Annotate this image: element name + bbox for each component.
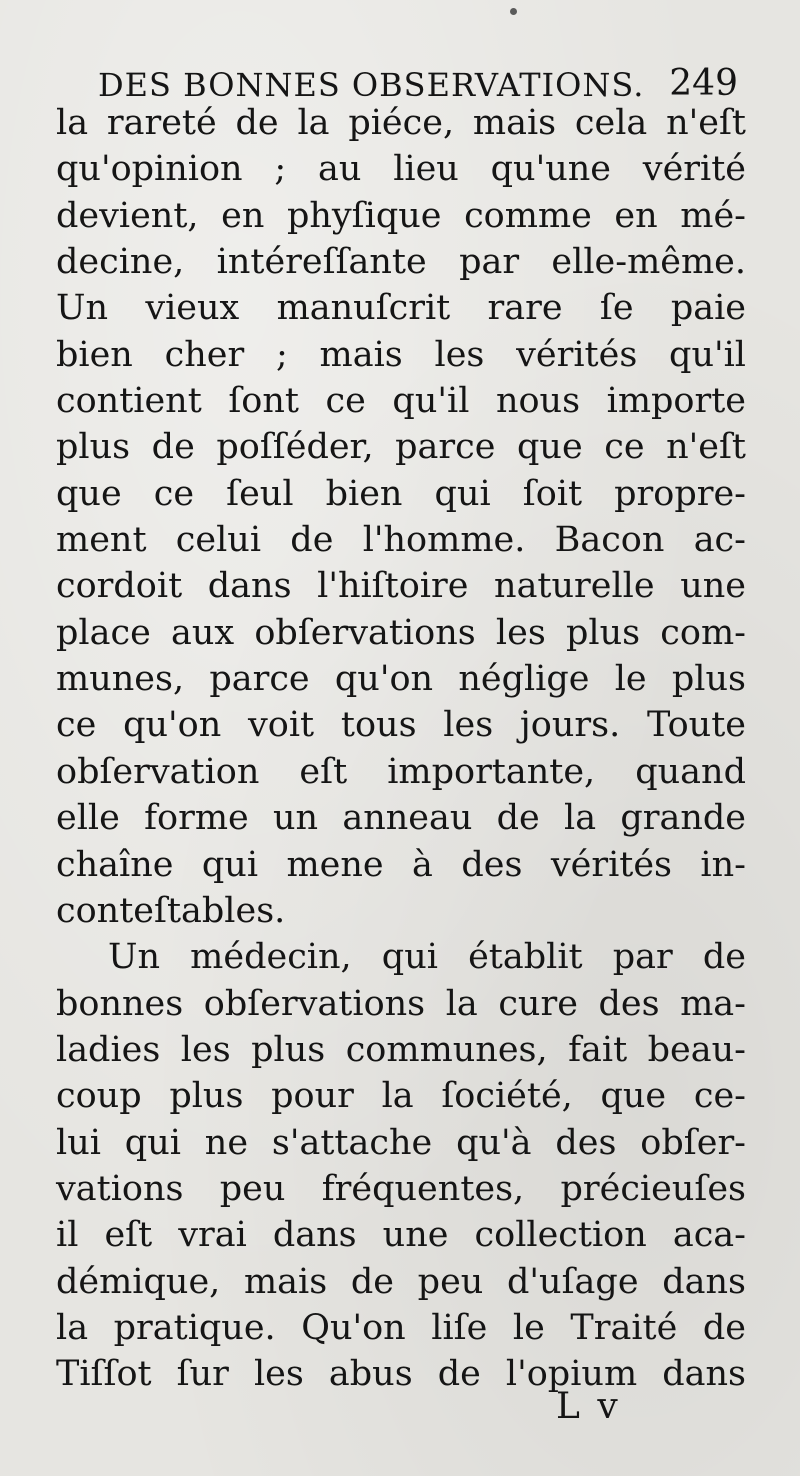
- running-title: DES BONNES OBSERVATIONS.: [98, 66, 645, 104]
- text-line: conteſtables.: [56, 890, 286, 931]
- text-line: il eſt vrai dans une collection aca-: [56, 1215, 746, 1256]
- text-line: Tiſſot ſur les abus de l'opium dans: [56, 1354, 746, 1395]
- text-line: chaîne qui mene à des vérités in-: [56, 844, 746, 885]
- text-line: decine, intéreſſante par elle-même.: [56, 242, 746, 283]
- text-line: ment celui de l'homme. Bacon ac-: [56, 520, 746, 561]
- text-line: Un vieux manuſcrit rare ſe paie: [56, 288, 746, 329]
- text-line: contient ſont ce qu'il nous importe: [56, 381, 746, 422]
- text-line: ce qu'on voit tous les jours. Toute: [56, 705, 746, 746]
- text-line: la pratique. Qu'on liſe le Traité de: [56, 1307, 746, 1348]
- ink-speck: [510, 8, 517, 15]
- text-line: elle forme un anneau de la grande: [56, 798, 746, 839]
- text-line: que ce ſeul bien qui ſoit propre-: [56, 473, 746, 514]
- text-line: lui qui ne s'attache qu'à des obſer-: [56, 1122, 746, 1163]
- text-line: la rareté de la piéce, mais cela n'eſt: [56, 103, 746, 143]
- text-line: Un médecin, qui établit par de: [108, 937, 746, 978]
- page-number: 249: [669, 63, 738, 104]
- text-line: qu'opinion ; au lieu qu'une vérité: [56, 149, 746, 190]
- text-line: démique, mais de peu d'uſage dans: [56, 1261, 746, 1302]
- catchword: L v: [556, 1386, 621, 1427]
- text-line: obſervation eſt importante, quand: [56, 751, 746, 792]
- running-header: [98, 52, 738, 104]
- text-line: devient, en phyſique comme en mé-: [56, 195, 746, 236]
- text-line: vations peu fréquentes, précieuſes: [56, 1168, 746, 1209]
- text-line: bonnes obſervations la cure des ma-: [56, 983, 746, 1024]
- text-line: ladies les plus communes, fait beau-: [56, 1029, 746, 1070]
- text-line: plus de poſſéder, parce que ce n'eſt: [56, 427, 746, 468]
- text-line: coup plus pour la ſociété, que ce-: [56, 1076, 746, 1117]
- text-line: cordoit dans l'hiſtoire naturelle une: [56, 566, 746, 607]
- text-line: bien cher ; mais les vérités qu'il: [56, 334, 746, 375]
- text-line: munes, parce qu'on néglige le plus: [56, 659, 746, 700]
- text-line: place aux obſervations les plus com-: [56, 612, 746, 653]
- body-text: [56, 100, 746, 1398]
